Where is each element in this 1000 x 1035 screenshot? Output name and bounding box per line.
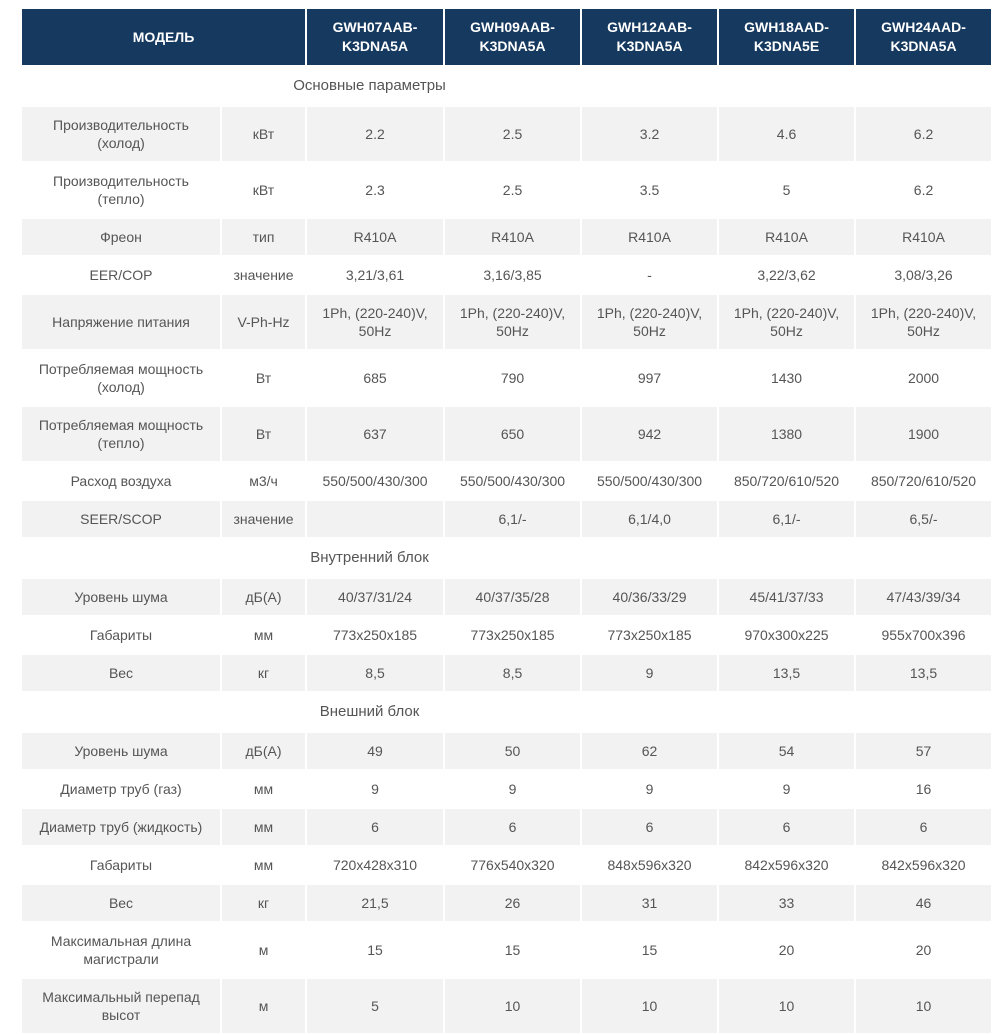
row-value: 9 (719, 771, 854, 807)
row-value: 6 (856, 809, 991, 845)
row-value: R410A (856, 219, 991, 255)
row-param-label: Потребляемая мощность (холод) (22, 351, 220, 405)
row-value: 13,5 (719, 655, 854, 691)
section-header-row (22, 67, 991, 105)
row-value: 776x540x320 (445, 847, 580, 883)
row-value: 650 (445, 407, 580, 461)
row-value: R410A (307, 219, 443, 255)
row-value: - (582, 257, 717, 293)
row-value: 20 (856, 923, 991, 977)
model-column-header: МОДЕЛЬ (22, 9, 305, 65)
row-unit: м (222, 923, 305, 977)
row-unit: дБ(А) (222, 579, 305, 615)
row-value: 2.2 (307, 107, 443, 161)
row-value: 1380 (719, 407, 854, 461)
model-header-gwh07: GWH07AAB-K3DNA5A (307, 9, 443, 65)
row-param-label: Максимальная длина магистрали (22, 923, 220, 977)
row-value: 637 (307, 407, 443, 461)
table-row (22, 163, 991, 217)
row-unit: значение (222, 501, 305, 537)
table-row (22, 501, 991, 537)
row-value: 62 (582, 733, 717, 769)
row-value: 3,08/3,26 (856, 257, 991, 293)
row-value: 6 (719, 809, 854, 845)
row-value: 2.5 (445, 107, 580, 161)
row-value: 6,1/- (445, 501, 580, 537)
table-row (22, 579, 991, 615)
row-param-label: Диаметр труб (газ) (22, 771, 220, 807)
row-value: 1900 (856, 407, 991, 461)
row-value: 2000 (856, 351, 991, 405)
row-value: 1Ph, (220-240)V, 50Hz (582, 295, 717, 349)
row-value: 15 (582, 923, 717, 977)
row-unit: м (222, 979, 305, 1033)
row-value: 9 (582, 771, 717, 807)
row-value (307, 501, 443, 537)
row-value: 40/37/35/28 (445, 579, 580, 615)
table-row (22, 809, 991, 845)
row-value: 970x300x225 (719, 617, 854, 653)
row-unit: Вт (222, 351, 305, 405)
row-unit: дБ(А) (222, 733, 305, 769)
row-param-label: Напряжение питания (22, 295, 220, 349)
row-param-label: Уровень шума (22, 733, 220, 769)
row-unit: м3/ч (222, 463, 305, 499)
row-param-label: Вес (22, 655, 220, 691)
row-param-label: Габариты (22, 617, 220, 653)
row-value: R410A (582, 219, 717, 255)
row-value: 773x250x185 (582, 617, 717, 653)
row-value: 6 (445, 809, 580, 845)
row-value: 6,1/- (719, 501, 854, 537)
table-row (22, 219, 991, 255)
row-value: 20 (719, 923, 854, 977)
row-param-label: Диаметр труб (жидкость) (22, 809, 220, 845)
section-title: Внутренний блок (22, 539, 717, 577)
row-value: 942 (582, 407, 717, 461)
row-value: 848x596x320 (582, 847, 717, 883)
section-title: Основные параметры (22, 67, 717, 105)
row-value: 16 (856, 771, 991, 807)
row-value: 10 (582, 979, 717, 1033)
table-row (22, 847, 991, 883)
row-value: 842x596x320 (719, 847, 854, 883)
table-row (22, 351, 991, 405)
row-value: 5 (307, 979, 443, 1033)
row-value: 13,5 (856, 655, 991, 691)
table-row (22, 295, 991, 349)
row-value: 997 (582, 351, 717, 405)
row-value: 8,5 (445, 655, 580, 691)
row-value: 21,5 (307, 885, 443, 921)
model-header-gwh24: GWH24AAD-K3DNA5A (856, 9, 991, 65)
header-row (22, 9, 991, 65)
row-param-label: Вес (22, 885, 220, 921)
row-value: 550/500/430/300 (582, 463, 717, 499)
spec-table (20, 7, 993, 1035)
table-row (22, 885, 991, 921)
row-unit: Вт (222, 407, 305, 461)
row-param-label: Фреон (22, 219, 220, 255)
row-value: 15 (445, 923, 580, 977)
row-value: 955x700x396 (856, 617, 991, 653)
model-header-gwh09: GWH09AAB-K3DNA5A (445, 9, 580, 65)
row-value: 773x250x185 (307, 617, 443, 653)
row-param-label: Уровень шума (22, 579, 220, 615)
row-value: 1Ph, (220-240)V, 50Hz (719, 295, 854, 349)
row-param-label: Потребляемая мощность (тепло) (22, 407, 220, 461)
row-param-label: Расход воздуха (22, 463, 220, 499)
row-unit: мм (222, 771, 305, 807)
row-param-label: Производительность (тепло) (22, 163, 220, 217)
row-value: 720x428x310 (307, 847, 443, 883)
row-value: 57 (856, 733, 991, 769)
section-header-row (22, 693, 991, 731)
table-row (22, 107, 991, 161)
row-unit: V-Ph-Hz (222, 295, 305, 349)
model-header-gwh18: GWH18AAD-K3DNA5E (719, 9, 854, 65)
row-value: 685 (307, 351, 443, 405)
row-value: 6 (582, 809, 717, 845)
table-row (22, 257, 991, 293)
row-value: 4.6 (719, 107, 854, 161)
row-value: 842x596x320 (856, 847, 991, 883)
row-value: 8,5 (307, 655, 443, 691)
row-value: 54 (719, 733, 854, 769)
row-value: 3,21/3,61 (307, 257, 443, 293)
row-unit: кВт (222, 107, 305, 161)
row-value: 2.5 (445, 163, 580, 217)
row-value: 1Ph, (220-240)V, 50Hz (445, 295, 580, 349)
row-value: 550/500/430/300 (445, 463, 580, 499)
row-param-label: Габариты (22, 847, 220, 883)
row-value: 6.2 (856, 107, 991, 161)
row-param-label: EER/COP (22, 257, 220, 293)
row-value: 6 (307, 809, 443, 845)
row-value: 5 (719, 163, 854, 217)
row-value: 3,16/3,85 (445, 257, 580, 293)
row-value: 850/720/610/520 (719, 463, 854, 499)
row-param-label: Максимальный перепад высот (22, 979, 220, 1033)
row-value: 40/36/33/29 (582, 579, 717, 615)
table-row (22, 771, 991, 807)
row-value: 33 (719, 885, 854, 921)
row-value: 1430 (719, 351, 854, 405)
row-unit: мм (222, 809, 305, 845)
row-value: 9 (445, 771, 580, 807)
section-filler (719, 693, 991, 731)
row-value: 850/720/610/520 (856, 463, 991, 499)
row-value: 773x250x185 (445, 617, 580, 653)
row-value: 6,1/4,0 (582, 501, 717, 537)
row-value: 45/41/37/33 (719, 579, 854, 615)
row-value: 790 (445, 351, 580, 405)
table-row (22, 923, 991, 977)
table-row (22, 733, 991, 769)
row-value: 10 (856, 979, 991, 1033)
row-value: 50 (445, 733, 580, 769)
row-value: 3,22/3,62 (719, 257, 854, 293)
model-header-gwh12: GWH12AAB-K3DNA5A (582, 9, 717, 65)
row-unit: тип (222, 219, 305, 255)
row-value: 1Ph, (220-240)V, 50Hz (856, 295, 991, 349)
row-unit: значение (222, 257, 305, 293)
row-value: 6,5/- (856, 501, 991, 537)
table-row (22, 407, 991, 461)
row-value: 10 (445, 979, 580, 1033)
section-filler (719, 67, 991, 105)
table-row (22, 655, 991, 691)
row-unit: кг (222, 885, 305, 921)
section-title: Внешний блок (22, 693, 717, 731)
row-value: 1Ph, (220-240)V, 50Hz (307, 295, 443, 349)
row-value: 550/500/430/300 (307, 463, 443, 499)
row-param-label: SEER/SCOP (22, 501, 220, 537)
row-unit: мм (222, 617, 305, 653)
row-value: 40/37/31/24 (307, 579, 443, 615)
row-value: 31 (582, 885, 717, 921)
row-value: 3.5 (582, 163, 717, 217)
table-row (22, 979, 991, 1033)
section-filler (719, 539, 991, 577)
row-unit: кВт (222, 163, 305, 217)
row-value: 47/43/39/34 (856, 579, 991, 615)
row-value: R410A (719, 219, 854, 255)
row-value: 10 (719, 979, 854, 1033)
row-unit: кг (222, 655, 305, 691)
table-row (22, 617, 991, 653)
row-value: 49 (307, 733, 443, 769)
row-value: 9 (307, 771, 443, 807)
row-value: 46 (856, 885, 991, 921)
row-value: R410A (445, 219, 580, 255)
spec-table-body (22, 67, 991, 1033)
row-value: 3.2 (582, 107, 717, 161)
row-value: 15 (307, 923, 443, 977)
row-value: 9 (582, 655, 717, 691)
row-unit: мм (222, 847, 305, 883)
row-value: 26 (445, 885, 580, 921)
row-param-label: Производительность (холод) (22, 107, 220, 161)
table-row (22, 463, 991, 499)
row-value: 6.2 (856, 163, 991, 217)
row-value: 2.3 (307, 163, 443, 217)
section-header-row (22, 539, 991, 577)
